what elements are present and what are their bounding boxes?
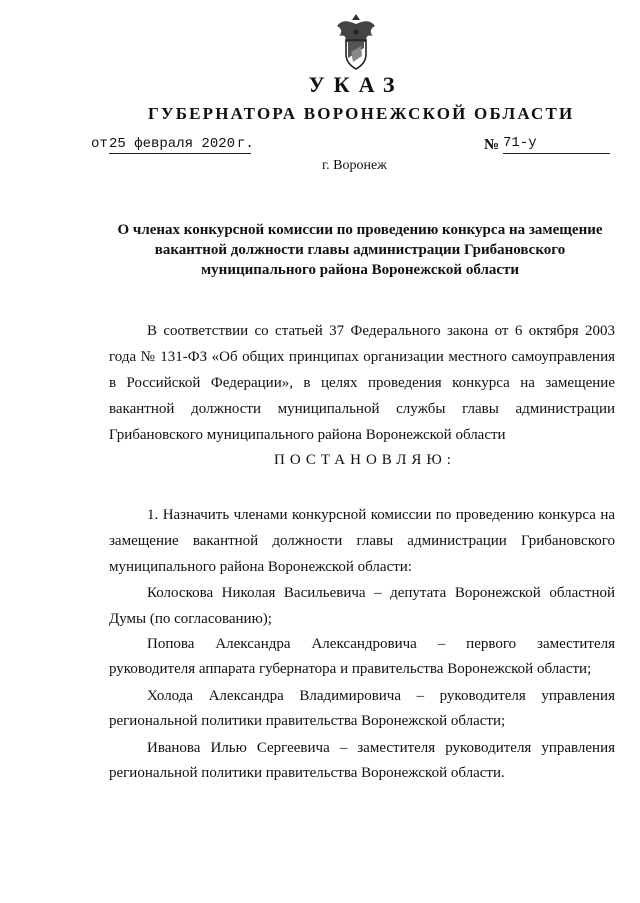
preamble-line: года № 131-ФЗ «Об общих принципах организации местного самоуправления (109, 349, 615, 365)
date-suffix: г. (237, 136, 254, 152)
member-line: Колоскова Николая Васильевича – депутата Воронежской областной (147, 585, 615, 601)
coat-of-arms-icon (329, 12, 383, 72)
resolve-heading: ПОСТАНОВЛЯЮ: (274, 452, 456, 468)
member-line: Попова Александра Александровича – первого заместителя (147, 636, 615, 652)
member-line: Думы (по согласованию); (109, 611, 272, 627)
clause-line: муниципального района Воронежской области: (109, 559, 412, 575)
number-sign: № (484, 137, 500, 153)
clause-line: замещение вакантной должности главы администрации Грибановского (109, 533, 615, 549)
decree-date: 25 февраля 2020 (109, 136, 251, 154)
date-prefix: от (91, 136, 108, 152)
preamble-line: В соответствии со статьей 37 Федерального закона от 6 октября 2003 (147, 323, 615, 339)
member-line: руководителя аппарата губернатора и правительства Воронежской области; (109, 661, 592, 677)
preamble-line: в Российской Федерации», в целях проведения конкурса на замещение (109, 375, 615, 391)
document-heading (95, 220, 625, 280)
heading-line: муниципального района Воронежской области (200, 262, 520, 278)
preamble-line: Грибановского муниципального района Воронежской области (109, 427, 506, 443)
member-line: Иванова Илью Сергеевича – заместителя руководителя управления (147, 740, 615, 756)
heading-line: вакантной должности главы администрации Грибановского (154, 242, 566, 258)
clause-line: 1. Назначить членами конкурсной комиссии по проведению конкурса на (147, 507, 615, 523)
preamble-line: вакантной должности муниципальной службы главы администрации (109, 401, 615, 417)
decree-title: УКАЗ (308, 72, 404, 97)
member-line: региональной политики правительства Воронежской области; (109, 713, 506, 729)
member-line: Холода Александра Владимировича – руководителя управления (147, 688, 615, 704)
heading-line: О членах конкурсной комиссии по проведению конкурса на замещение (117, 222, 603, 238)
decree-issuer: ГУБЕРНАТОРА ВОРОНЕЖСКОЙ ОБЛАСТИ (148, 104, 575, 123)
member-line: региональной политики правительства Воронежской области. (109, 765, 505, 781)
city: г. Воронеж (322, 158, 387, 173)
decree-number: 71-у (503, 135, 610, 154)
